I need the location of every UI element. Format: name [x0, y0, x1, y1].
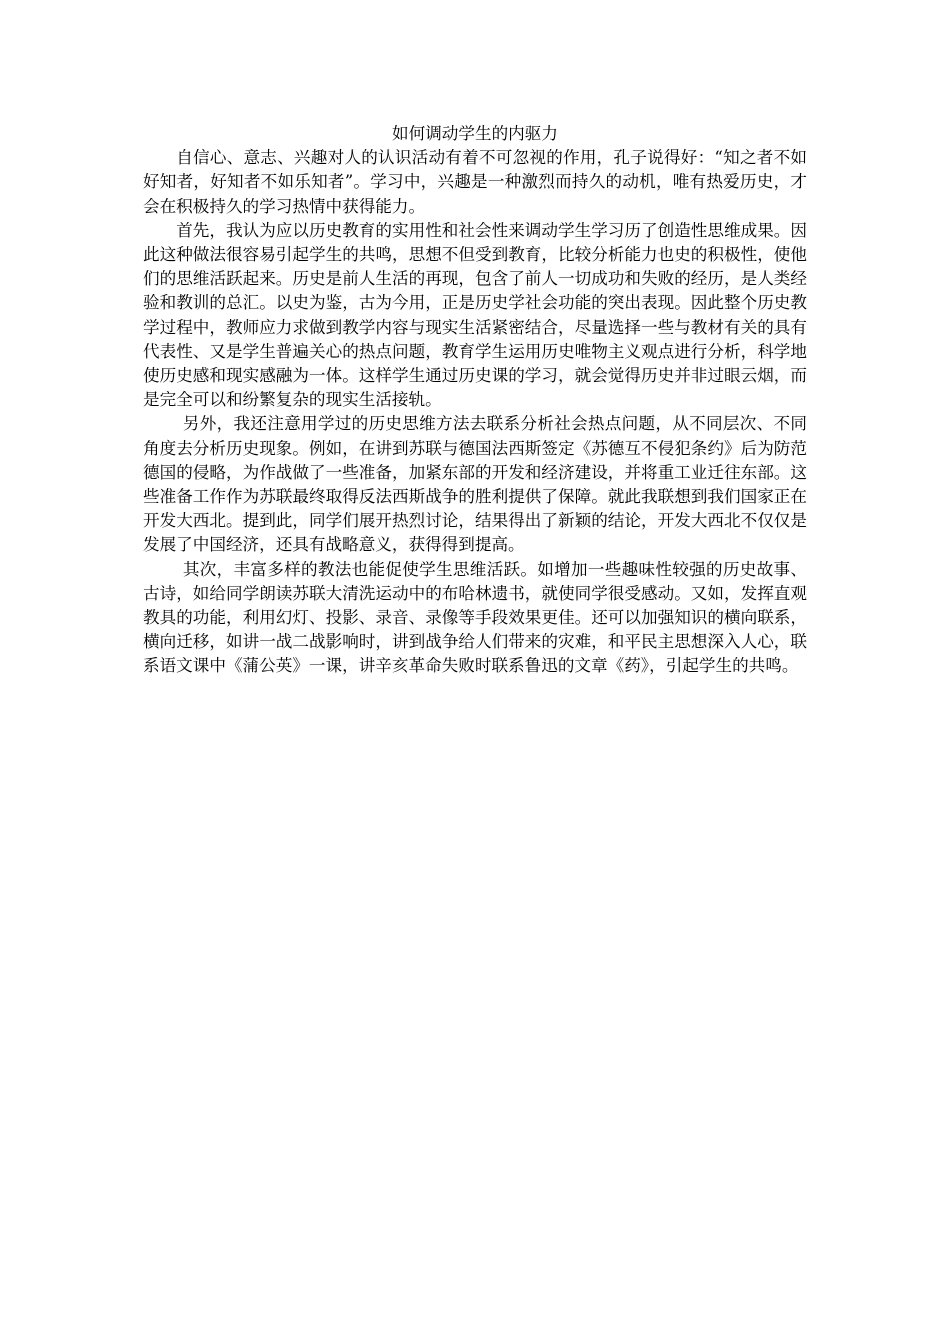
paragraph-first-point: 首先，我认为应以历史教育的实用性和社会性来调动学生学习历了创造性思维成果。因此这种做法很容易引起学生的共鸣，思想不但受到教育，比较分析能力也史的积极性，使他们的思维活跃起来。历史是前人生活的再现，包含了前人一切成功和失败的经历，是人类经验和教训的总汇。以史为鉴，古为今用，正是历史学社会功能的突出表现。因此整个历史教学过程中，教师应力求做到教学内容与现实生活紧密结合，尽量选择一些与教材有关的具有代表性、又是学生普遍关心的热点问题，教育学生运用历史唯物主义观点进行分析，科学地使历史感和现实感融为一体。这样学生通过历史课的学习，就会觉得历史并非过眼云烟，而是完全可以和纷繁复杂的现实生活接轨。 — [143, 220, 807, 410]
paragraph-second-point: 另外，我还注意用学过的历史思维方法去联系分析社会热点问题，从不同层次、不同角度去分析历史现象。例如，在讲到苏联与德国法西斯签定《苏德互不侵犯条约》后为防范德国的侵略，为作战做了一些准备，加紧东部的开发和经济建设，并将重工业迁往东部。这些准备工作作为苏联最终取得反法西斯战争的胜利提供了保障。就此我联想到我们国家正在开发大西北。提到此，同学们展开热烈讨论，结果得出了新颖的结论，开发大西北不仅仅是发展了中国经济，还具有战略意义，获得得到提高。 — [143, 414, 807, 555]
document-title: 如何调动学生的内驱力 — [392, 124, 558, 143]
document-page — [143, 122, 807, 679]
paragraph-intro: 自信心、意志、兴趣对人的认识活动有着不可忽视的作用，孔子说得好：“知之者不如好知者，好知者不如乐知者”。学习中，兴趣是一种激烈而持久的动机，唯有热爱历史，才会在积极持久的学习热情中获得能力。 — [143, 148, 807, 216]
paragraph-third-point: 其次，丰富多样的教法也能促使学生思维活跃。如增加一些趣味性较强的历史故事、古诗，如给同学朗读苏联大清洗运动中的布哈林遗书，就使同学很受感动。又如，发挥直观教具的功能，利用幻灯、投影、录音、录像等手段效果更佳。还可以加强知识的横向联系，横向迁移，如讲一战二战影响时，讲到战争给人们带来的灾难，和平民主思想深入人心，联系语文课中《蒲公英》一课，讲辛亥革命失败时联系鲁迅的文章《药》，引起学生的共鸣。 — [143, 559, 807, 676]
